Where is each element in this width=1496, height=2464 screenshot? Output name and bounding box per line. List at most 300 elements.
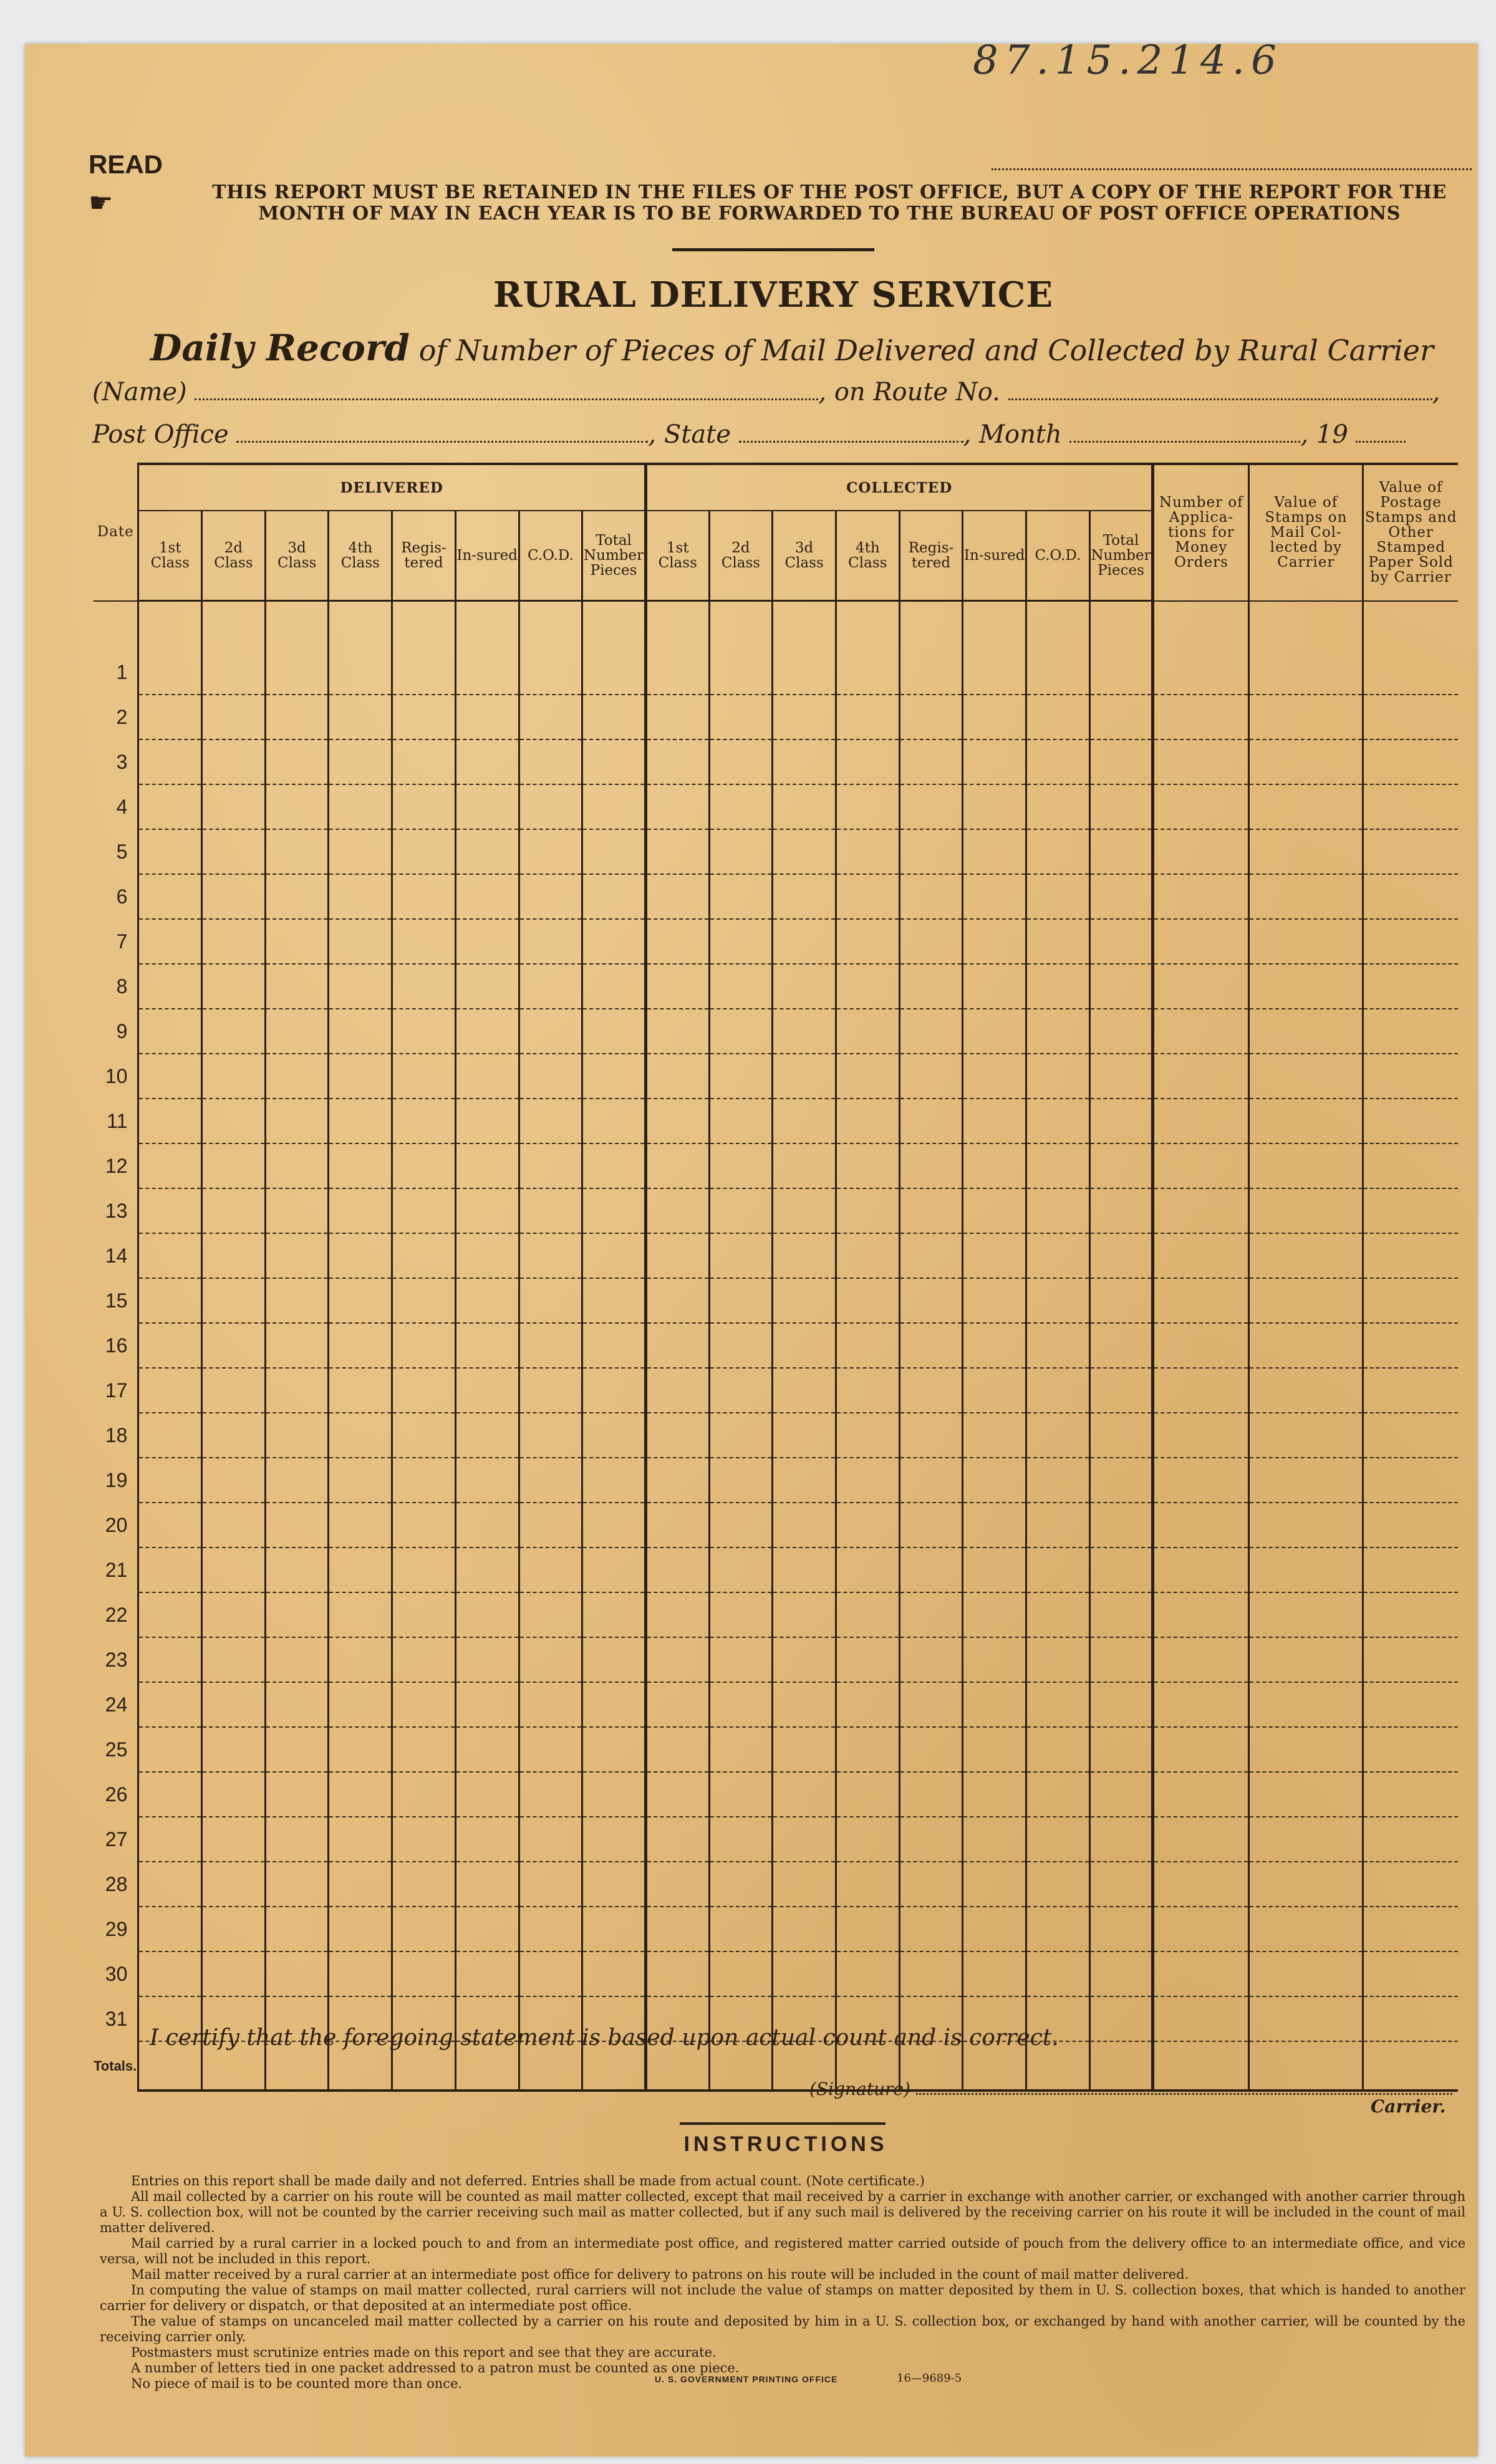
entry-cell[interactable] [1249,739,1363,784]
entry-cell[interactable] [1249,1727,1363,1772]
entry-cell[interactable] [773,964,836,1009]
entry-cell[interactable] [138,1503,202,1547]
entry-cell[interactable] [455,695,519,739]
entry-cell[interactable] [265,1817,329,1862]
entry-cell[interactable] [138,1099,202,1143]
entry-cell[interactable] [202,1503,266,1547]
entry-cell[interactable] [392,829,456,874]
entry-cell[interactable] [899,1682,963,1727]
entry-cell[interactable] [138,1233,202,1278]
entry-cell[interactable] [1153,1817,1249,1862]
entry-cell[interactable] [963,1009,1026,1054]
entry-cell[interactable] [392,1637,456,1682]
entry-cell[interactable] [138,919,202,964]
entry-cell[interactable] [582,739,646,784]
entry-cell[interactable] [455,919,519,964]
entry-cell[interactable] [1089,1951,1153,1996]
entry-cell[interactable] [455,1592,519,1637]
entry-cell[interactable] [1363,1772,1458,1817]
entry-cell[interactable] [1089,1368,1153,1413]
entry-cell[interactable] [899,919,963,964]
entry-cell[interactable] [1249,1547,1363,1592]
entry-cell[interactable] [1089,1817,1153,1862]
entry-cell[interactable] [329,1413,392,1458]
entry-cell[interactable] [899,1054,963,1099]
entry-cell[interactable] [265,874,329,919]
entry-cell[interactable] [1249,784,1363,829]
entry-cell[interactable] [1089,1637,1153,1682]
entry-cell[interactable] [836,1951,899,1996]
entry-cell[interactable] [1153,1188,1249,1233]
entry-cell[interactable] [329,1727,392,1772]
entry-cell[interactable] [455,874,519,919]
entry-cell[interactable] [963,1547,1026,1592]
entry-cell[interactable] [519,1278,582,1323]
entry-cell[interactable] [773,1323,836,1368]
entry-cell[interactable] [392,1188,456,1233]
entry-cell[interactable] [582,1143,646,1188]
entry-cell[interactable] [202,1188,266,1233]
entry-cell[interactable] [392,1862,456,1907]
entry-cell[interactable] [1026,1188,1090,1233]
entry-cell[interactable] [836,1143,899,1188]
entry-cell[interactable] [519,1592,582,1637]
entry-cell[interactable] [138,1862,202,1907]
entry-cell[interactable] [1153,650,1249,695]
entry-cell[interactable] [709,1278,773,1323]
entry-cell[interactable] [1363,1368,1458,1413]
entry-cell[interactable] [582,1323,646,1368]
entry-cell[interactable] [582,964,646,1009]
entry-cell[interactable] [1026,1547,1090,1592]
entry-cell[interactable] [963,1233,1026,1278]
entry-cell[interactable] [963,1413,1026,1458]
entry-cell[interactable] [1363,1458,1458,1503]
entry-cell[interactable] [265,829,329,874]
entry-cell[interactable] [773,1547,836,1592]
entry-cell[interactable] [455,1772,519,1817]
entry-cell[interactable] [519,1637,582,1682]
entry-cell[interactable] [1089,1009,1153,1054]
state-field[interactable] [739,435,963,443]
entry-cell[interactable] [265,739,329,784]
entry-cell[interactable] [519,1323,582,1368]
entry-cell[interactable] [1089,1458,1153,1503]
entry-cell[interactable] [709,1233,773,1278]
entry-cell[interactable] [455,650,519,695]
entry-cell[interactable] [329,1862,392,1907]
entry-cell[interactable] [645,1188,709,1233]
entry-cell[interactable] [265,1233,329,1278]
entry-cell[interactable] [645,1458,709,1503]
entry-cell[interactable] [392,1413,456,1458]
entry-cell[interactable] [1249,1143,1363,1188]
entry-cell[interactable] [773,1503,836,1547]
entry-cell[interactable] [455,1951,519,1996]
entry-cell[interactable] [1026,1323,1090,1368]
entry-cell[interactable] [1089,650,1153,695]
entry-cell[interactable] [773,919,836,964]
entry-cell[interactable] [899,1278,963,1323]
entry-cell[interactable] [1026,1458,1090,1503]
entry-cell[interactable] [773,1637,836,1682]
entry-cell[interactable] [963,739,1026,784]
entry-cell[interactable] [265,1278,329,1323]
entry-cell[interactable] [1249,695,1363,739]
entry-cell[interactable] [202,1323,266,1368]
entry-cell[interactable] [1026,1951,1090,1996]
entry-cell[interactable] [963,1054,1026,1099]
entry-cell[interactable] [709,1907,773,1951]
entry-cell[interactable] [1249,829,1363,874]
entry-cell[interactable] [202,1592,266,1637]
entry-cell[interactable] [455,1188,519,1233]
entry-cell[interactable] [202,1727,266,1772]
entry-cell[interactable] [202,1547,266,1592]
entry-cell[interactable] [202,1682,266,1727]
entry-cell[interactable] [899,739,963,784]
entry-cell[interactable] [963,650,1026,695]
entry-cell[interactable] [1363,874,1458,919]
entry-cell[interactable] [899,784,963,829]
entry-cell[interactable] [773,1143,836,1188]
entry-cell[interactable] [1026,874,1090,919]
entry-cell[interactable] [392,1143,456,1188]
entry-cell[interactable] [138,1188,202,1233]
entry-cell[interactable] [329,1323,392,1368]
entry-cell[interactable] [1153,1547,1249,1592]
entry-cell[interactable] [329,964,392,1009]
entry-cell[interactable] [455,1862,519,1907]
entry-cell[interactable] [202,695,266,739]
entry-cell[interactable] [709,1099,773,1143]
entry-cell[interactable] [1089,1323,1153,1368]
entry-cell[interactable] [899,1817,963,1862]
entry-cell[interactable] [709,1772,773,1817]
month-field[interactable] [1069,435,1300,443]
entry-cell[interactable] [455,964,519,1009]
entry-cell[interactable] [265,1682,329,1727]
entry-cell[interactable] [582,784,646,829]
entry-cell[interactable] [392,1233,456,1278]
entry-cell[interactable] [963,1188,1026,1233]
entry-cell[interactable] [645,1233,709,1278]
entry-cell[interactable] [1153,1772,1249,1817]
entry-cell[interactable] [899,1188,963,1233]
entry-cell[interactable] [455,829,519,874]
entry-cell[interactable] [1089,739,1153,784]
entry-cell[interactable] [519,1458,582,1503]
entry-cell[interactable] [836,1907,899,1951]
entry-cell[interactable] [645,695,709,739]
entry-cell[interactable] [709,829,773,874]
entry-cell[interactable] [202,1951,266,1996]
entry-cell[interactable] [1089,1727,1153,1772]
entry-cell[interactable] [392,919,456,964]
entry-cell[interactable] [329,874,392,919]
entry-cell[interactable] [899,650,963,695]
entry-cell[interactable] [582,1682,646,1727]
entry-cell[interactable] [1249,1278,1363,1323]
entry-cell[interactable] [455,1099,519,1143]
entry-cell[interactable] [963,1368,1026,1413]
entry-cell[interactable] [1363,1188,1458,1233]
entry-cell[interactable] [582,695,646,739]
entry-cell[interactable] [1363,829,1458,874]
entry-cell[interactable] [773,1592,836,1637]
entry-cell[interactable] [773,1907,836,1951]
entry-cell[interactable] [963,1817,1026,1862]
entry-cell[interactable] [963,1907,1026,1951]
entry-cell[interactable] [709,874,773,919]
entry-cell[interactable] [1363,695,1458,739]
entry-cell[interactable] [899,1503,963,1547]
entry-cell[interactable] [392,1458,456,1503]
entry-cell[interactable] [582,1592,646,1637]
entry-cell[interactable] [836,1862,899,1907]
entry-cell[interactable] [138,964,202,1009]
post-office-field[interactable] [236,435,648,443]
entry-cell[interactable] [265,784,329,829]
entry-cell[interactable] [1153,1054,1249,1099]
entry-cell[interactable] [138,1547,202,1592]
entry-cell[interactable] [392,1009,456,1054]
entry-cell[interactable] [519,1054,582,1099]
entry-cell[interactable] [1089,1413,1153,1458]
entry-cell[interactable] [138,1951,202,1996]
entry-cell[interactable] [1363,1951,1458,1996]
entry-cell[interactable] [899,1907,963,1951]
entry-cell[interactable] [709,1323,773,1368]
entry-cell[interactable] [265,1054,329,1099]
entry-cell[interactable] [709,1817,773,1862]
entry-cell[interactable] [1249,1951,1363,1996]
entry-cell[interactable] [582,1951,646,1996]
entry-cell[interactable] [1026,1817,1090,1862]
entry-cell[interactable] [582,1278,646,1323]
entry-cell[interactable] [392,784,456,829]
entry-cell[interactable] [455,1547,519,1592]
entry-cell[interactable] [836,829,899,874]
entry-cell[interactable] [836,964,899,1009]
entry-cell[interactable] [519,1368,582,1413]
entry-cell[interactable] [202,739,266,784]
entry-cell[interactable] [1153,1951,1249,1996]
entry-cell[interactable] [202,1278,266,1323]
entry-cell[interactable] [899,1143,963,1188]
entry-cell[interactable] [329,1907,392,1951]
entry-cell[interactable] [519,1817,582,1862]
entry-cell[interactable] [202,1907,266,1951]
entry-cell[interactable] [138,1817,202,1862]
entry-cell[interactable] [138,1907,202,1951]
entry-cell[interactable] [455,739,519,784]
entry-cell[interactable] [709,1413,773,1458]
entry-cell[interactable] [329,1233,392,1278]
entry-cell[interactable] [645,1862,709,1907]
entry-cell[interactable] [963,919,1026,964]
entry-cell[interactable] [202,784,266,829]
entry-cell[interactable] [1026,1772,1090,1817]
entry-cell[interactable] [836,784,899,829]
entry-cell[interactable] [582,1817,646,1862]
entry-cell[interactable] [1026,1099,1090,1143]
entry-cell[interactable] [519,1188,582,1233]
entry-cell[interactable] [1089,1862,1153,1907]
entry-cell[interactable] [1363,1592,1458,1637]
entry-cell[interactable] [773,1951,836,1996]
entry-cell[interactable] [265,1907,329,1951]
entry-cell[interactable] [645,739,709,784]
entry-cell[interactable] [1363,1637,1458,1682]
entry-cell[interactable] [455,1368,519,1413]
entry-cell[interactable] [899,1413,963,1458]
entry-cell[interactable] [1026,1054,1090,1099]
year-field[interactable] [1356,435,1406,443]
entry-cell[interactable] [202,1637,266,1682]
entry-cell[interactable] [138,1458,202,1503]
entry-cell[interactable] [836,1547,899,1592]
entry-cell[interactable] [519,829,582,874]
entry-cell[interactable] [265,650,329,695]
entry-cell[interactable] [455,1233,519,1278]
entry-cell[interactable] [519,1772,582,1817]
entry-cell[interactable] [1089,874,1153,919]
entry-cell[interactable] [582,829,646,874]
entry-cell[interactable] [455,1413,519,1458]
entry-cell[interactable] [519,1727,582,1772]
entry-cell[interactable] [836,1323,899,1368]
entry-cell[interactable] [1363,1233,1458,1278]
entry-cell[interactable] [709,919,773,964]
entry-cell[interactable] [773,1682,836,1727]
entry-cell[interactable] [202,874,266,919]
entry-cell[interactable] [1363,1727,1458,1772]
entry-cell[interactable] [1026,1143,1090,1188]
entry-cell[interactable] [899,1323,963,1368]
entry-cell[interactable] [265,964,329,1009]
entry-cell[interactable] [773,1727,836,1772]
entry-cell[interactable] [836,1682,899,1727]
entry-cell[interactable] [709,1727,773,1772]
entry-cell[interactable] [645,1143,709,1188]
entry-cell[interactable] [709,1368,773,1413]
entry-cell[interactable] [1026,1592,1090,1637]
entry-cell[interactable] [329,1099,392,1143]
entry-cell[interactable] [773,1817,836,1862]
entry-cell[interactable] [645,1009,709,1054]
entry-cell[interactable] [1363,1323,1458,1368]
entry-cell[interactable] [1153,784,1249,829]
entry-cell[interactable] [1089,964,1153,1009]
entry-cell[interactable] [138,1054,202,1099]
entry-cell[interactable] [1363,964,1458,1009]
entry-cell[interactable] [202,1368,266,1413]
entry-cell[interactable] [836,1637,899,1682]
entry-cell[interactable] [1153,1233,1249,1278]
entry-cell[interactable] [836,1458,899,1503]
entry-cell[interactable] [519,1413,582,1458]
entry-cell[interactable] [329,1682,392,1727]
entry-cell[interactable] [265,1458,329,1503]
entry-cell[interactable] [392,695,456,739]
entry-cell[interactable] [1089,1503,1153,1547]
entry-cell[interactable] [963,784,1026,829]
entry-cell[interactable] [1153,1503,1249,1547]
entry-cell[interactable] [1363,1099,1458,1143]
entry-cell[interactable] [1153,919,1249,964]
entry-cell[interactable] [709,1592,773,1637]
entry-cell[interactable] [1026,695,1090,739]
entry-cell[interactable] [455,1817,519,1862]
entry-cell[interactable] [1089,784,1153,829]
entry-cell[interactable] [645,784,709,829]
entry-cell[interactable] [1363,1503,1458,1547]
entry-cell[interactable] [1026,919,1090,964]
entry-cell[interactable] [1249,964,1363,1009]
entry-cell[interactable] [709,650,773,695]
entry-cell[interactable] [836,1054,899,1099]
entry-cell[interactable] [963,1862,1026,1907]
entry-cell[interactable] [202,919,266,964]
entry-cell[interactable] [455,1727,519,1772]
entry-cell[interactable] [582,1727,646,1772]
entry-cell[interactable] [1089,1547,1153,1592]
entry-cell[interactable] [202,1862,266,1907]
entry-cell[interactable] [265,1368,329,1413]
entry-cell[interactable] [773,739,836,784]
entry-cell[interactable] [1153,829,1249,874]
entry-cell[interactable] [265,1413,329,1458]
entry-cell[interactable] [265,1727,329,1772]
entry-cell[interactable] [1089,1099,1153,1143]
entry-cell[interactable] [773,1862,836,1907]
entry-cell[interactable] [1249,1233,1363,1278]
entry-cell[interactable] [1089,1278,1153,1323]
entry-cell[interactable] [773,1368,836,1413]
entry-cell[interactable] [1153,1009,1249,1054]
entry-cell[interactable] [455,1458,519,1503]
entry-cell[interactable] [392,1817,456,1862]
entry-cell[interactable] [645,1503,709,1547]
entry-cell[interactable] [773,1772,836,1817]
entry-cell[interactable] [1026,784,1090,829]
entry-cell[interactable] [1089,1143,1153,1188]
entry-cell[interactable] [1249,1413,1363,1458]
entry-cell[interactable] [1249,1862,1363,1907]
entry-cell[interactable] [138,1413,202,1458]
entry-cell[interactable] [329,829,392,874]
entry-cell[interactable] [265,1862,329,1907]
entry-cell[interactable] [138,695,202,739]
entry-cell[interactable] [519,1503,582,1547]
entry-cell[interactable] [963,1951,1026,1996]
entry-cell[interactable] [455,1323,519,1368]
entry-cell[interactable] [265,1547,329,1592]
entry-cell[interactable] [329,784,392,829]
entry-cell[interactable] [709,1637,773,1682]
entry-cell[interactable] [329,1817,392,1862]
entry-cell[interactable] [773,874,836,919]
entry-cell[interactable] [836,1592,899,1637]
name-field[interactable] [195,392,818,400]
entry-cell[interactable] [582,919,646,964]
entry-cell[interactable] [202,1772,266,1817]
entry-cell[interactable] [392,1951,456,1996]
entry-cell[interactable] [1153,1323,1249,1368]
entry-cell[interactable] [392,1503,456,1547]
entry-cell[interactable] [836,650,899,695]
